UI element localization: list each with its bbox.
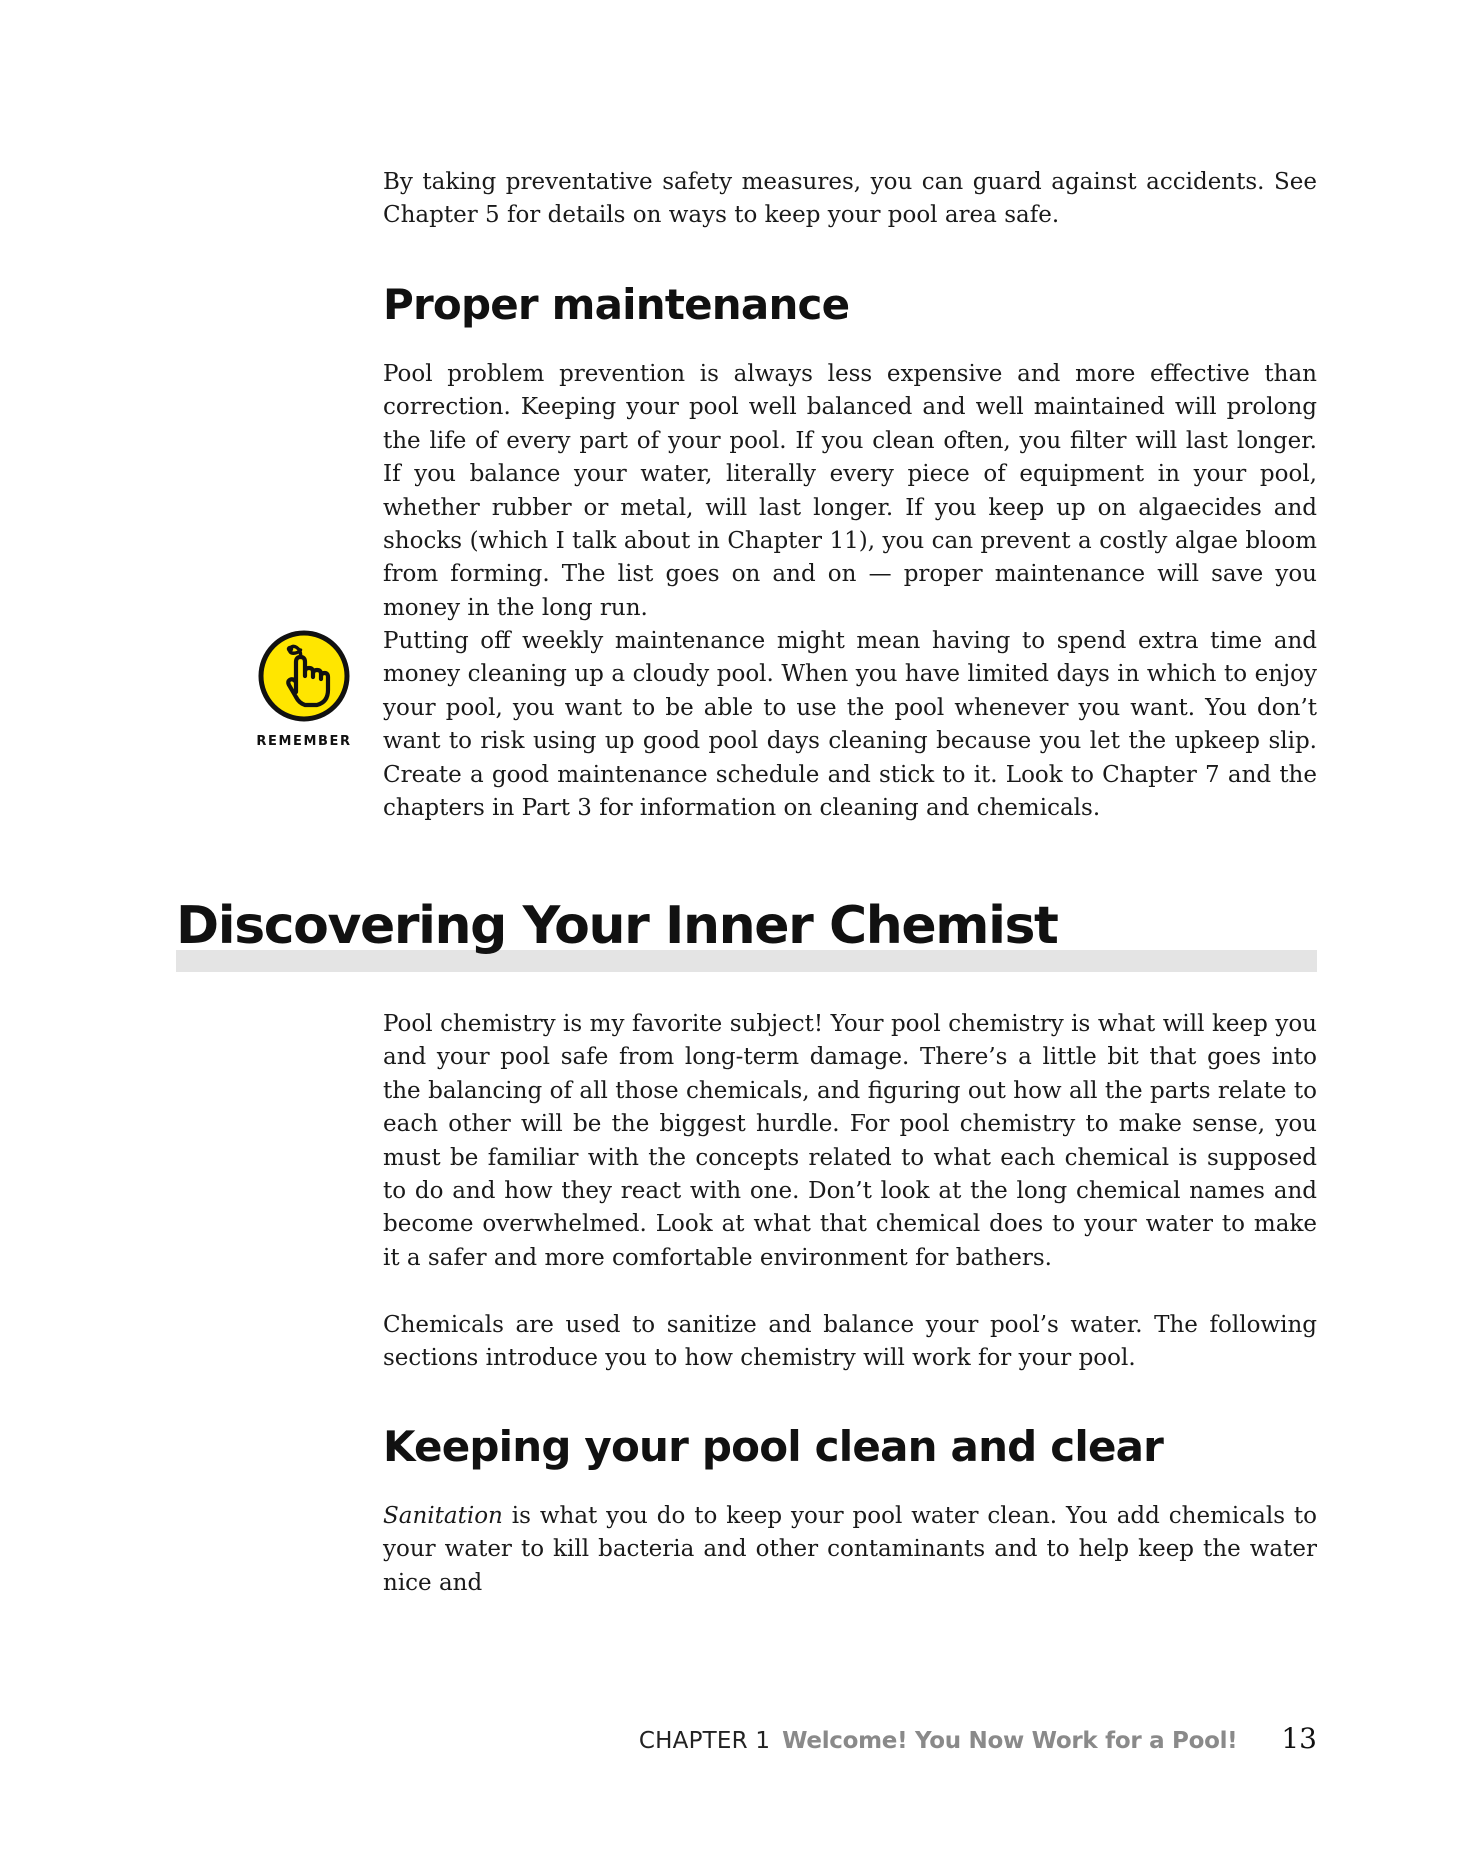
remember-finger-icon	[256, 709, 352, 728]
remember-paragraph: Putting off weekly maintenance might mean having to spend extra time and money cleaning up a cloudy pool. When you have limited days in which to enjoy your pool, you want to be able to use the pool whenever you want. You don’t want to risk using up good pool days cleaning because you let the upkeep slip. Create a good maintenance schedule and stick to it. Look to Chapter 7 and the chapters in Part 3 for information on cleaning and chemicals.	[383, 628, 1317, 822]
inner-chemist-paragraph-1: Pool chemistry is my favorite subject! Your pool chemistry is what will keep you and your pool safe from long-term damage. There’s a little bit that goes into the balancing of all those chemicals, and figuring out how all the parts relate to each other will be the biggest hurdle. For pool chemistry to make sense, you must be familiar with the concepts related to what each chemical is supposed to do and how they react with one. Don’t look at the long chemical names and become overwhelmed. Look at what that chemical does to your water to make it a safer and more comfortable environment for bathers.	[383, 1011, 1317, 1271]
intro-paragraph: By taking preventative safety measures, you can guard against accidents. See Chapter 5 for details on ways to keep your pool area safe.	[383, 169, 1317, 229]
inner-chemist-paragraph-2: Chemicals are used to sanitize and balance your pool’s water. The following sections introduce you to how chemistry will work for your pool.	[383, 1312, 1317, 1372]
page-number: 13	[1281, 1722, 1317, 1755]
footer-chapter-label: CHAPTER 1	[638, 1728, 771, 1754]
chapter-section-heading-block	[176, 896, 1317, 972]
footer-chapter-title: Welcome! You Now Work for a Pool!	[782, 1728, 1238, 1754]
proper-maintenance-heading: Proper maintenance	[383, 280, 850, 329]
remember-label: REMEMBER	[256, 734, 352, 749]
clean-clear-heading: Keeping your pool clean and clear	[383, 1422, 1164, 1471]
page-footer	[639, 1722, 1317, 1755]
sanitation-paragraph-text: is what you do to keep your pool water clean. You add chemicals to your water to kill bacteria and other contaminants and to help keep the water nice and	[383, 1503, 1317, 1596]
proper-maintenance-paragraph: Pool problem prevention is always less expensive and more effective than correction. Keeping your pool well balanced and well maintained will prolong the life of every part of your pool. If you clean often, you filter will last longer. If you balance your water, literally every piece of equipment in your pool, whether rubber or metal, will last longer. If you keep up on algaecides and shocks (which I talk about in Chapter 11), you can prevent a costly algae bloom from forming. The list goes on and on — proper maintenance will save you money in the long run.	[383, 361, 1317, 621]
remember-callout	[252, 628, 356, 749]
sanitation-term: Sanitation	[383, 1503, 503, 1529]
inner-chemist-heading: Discovering Your Inner Chemist	[176, 896, 1058, 956]
sanitation-paragraph	[383, 1500, 1317, 1600]
